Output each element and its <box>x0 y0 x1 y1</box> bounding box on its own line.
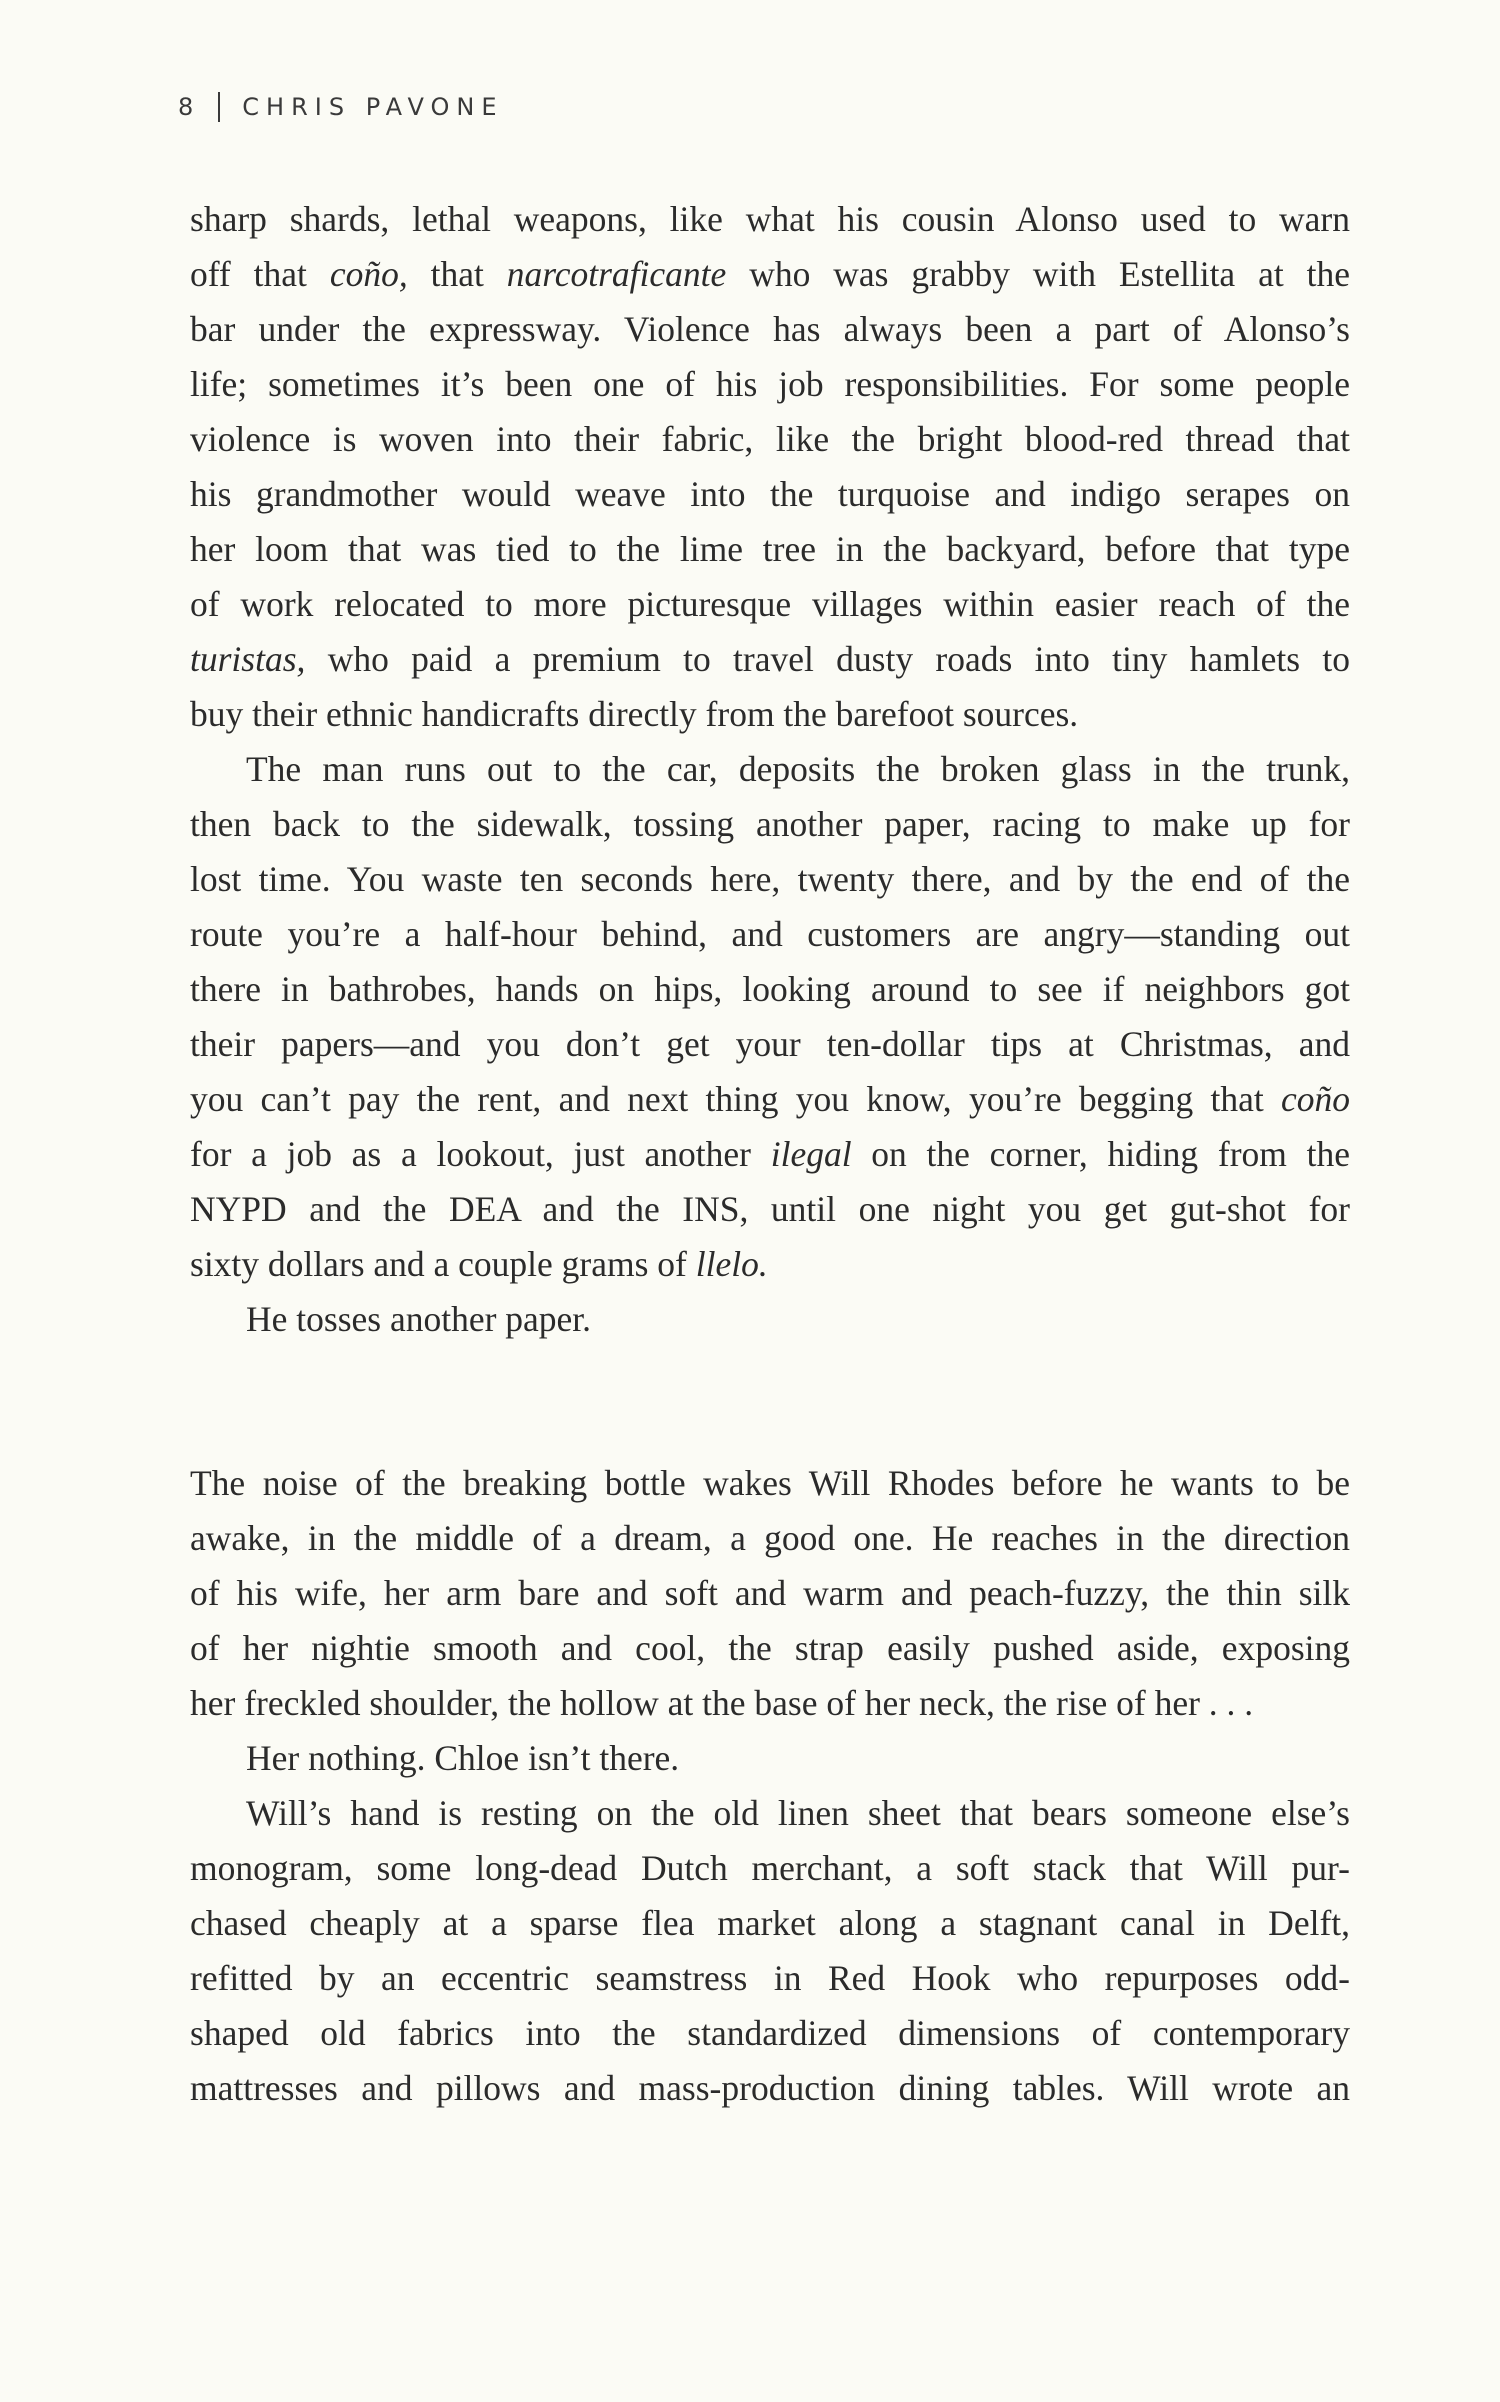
text-line: Her nothing. Chloe isn’t there. <box>246 1738 680 1778</box>
text-line: mattresses and pillows and mass-production dining tables. Will wrote an <box>190 2068 1350 2108</box>
page-number: 8 <box>178 93 201 121</box>
paragraph <box>190 1292 1350 1347</box>
text-line: for a job as a lookout, just another ilegal on the corner, hiding from the <box>190 1134 1350 1174</box>
paragraph <box>190 1456 1350 1731</box>
paragraph <box>190 192 1350 742</box>
text-line: sharp shards, lethal weapons, like what his cousin Alonso used to warn <box>190 199 1350 239</box>
text-line: his grandmother would weave into the turquoise and indigo serapes on <box>190 474 1350 514</box>
paragraph <box>190 742 1350 1292</box>
text-line: lost time. You waste ten seconds here, twenty there, and by the end of the <box>190 859 1350 899</box>
text-line: monogram, some long-dead Dutch merchant, a soft stack that Will pur- <box>190 1848 1350 1888</box>
text-line: life; sometimes it’s been one of his job responsibilities. For some people <box>190 364 1350 404</box>
text-line: you can’t pay the rent, and next thing you know, you’re begging that coño <box>190 1079 1350 1119</box>
section1-text <box>190 192 1350 1347</box>
paragraph <box>190 1786 1350 2116</box>
author-name: CHRIS PAVONE <box>242 93 504 121</box>
text-line: of her nightie smooth and cool, the strap easily pushed aside, exposing <box>190 1628 1350 1668</box>
text-line: her loom that was tied to the lime tree in the backyard, before that type <box>190 529 1350 569</box>
running-header <box>178 92 504 122</box>
text-line: buy their ethnic handicrafts directly from the barefoot sources. <box>190 694 1079 734</box>
text-line: NYPD and the DEA and the INS, until one night you get gut-shot for <box>190 1189 1350 1229</box>
section2-text <box>190 1456 1350 2116</box>
text-line: her freckled shoulder, the hollow at the base of her neck, the rise of her . . . <box>190 1683 1254 1723</box>
text-line: bar under the expressway. Violence has always been a part of Alonso’s <box>190 309 1350 349</box>
text-line: sixty dollars and a couple grams of llelo. <box>190 1244 768 1284</box>
text-line: The noise of the breaking bottle wakes Will Rhodes before he wants to be <box>190 1463 1350 1503</box>
paragraph <box>190 1731 1350 1786</box>
text-line: of his wife, her arm bare and soft and warm and peach-fuzzy, the thin silk <box>190 1573 1350 1613</box>
text-line: The man runs out to the car, deposits the broken glass in the trunk, <box>246 749 1350 789</box>
text-line: there in bathrobes, hands on hips, looking around to see if neighbors got <box>190 969 1350 1009</box>
text-line: awake, in the middle of a dream, a good one. He reaches in the direction <box>190 1518 1350 1558</box>
text-line: of work relocated to more picturesque villages within easier reach of the <box>190 584 1350 624</box>
header-separator <box>218 92 220 122</box>
text-line: shaped old fabrics into the standardized dimensions of contemporary <box>190 2013 1350 2053</box>
text-line: off that coño, that narcotraficante who was grabby with Estellita at the <box>190 254 1350 294</box>
text-line: He tosses another paper. <box>246 1299 592 1339</box>
text-line: chased cheaply at a sparse flea market along a stagnant canal in Delft, <box>190 1903 1350 1943</box>
text-line: violence is woven into their fabric, like the bright blood-red thread that <box>190 419 1350 459</box>
text-line: turistas, who paid a premium to travel dusty roads into tiny hamlets to <box>190 639 1350 679</box>
text-line: then back to the sidewalk, tossing another paper, racing to make up for <box>190 804 1350 844</box>
text-line: Will’s hand is resting on the old linen sheet that bears someone else’s <box>246 1793 1350 1833</box>
text-line: route you’re a half-hour behind, and customers are angry—standing out <box>190 914 1350 954</box>
text-line: their papers—and you don’t get your ten-dollar tips at Christmas, and <box>190 1024 1350 1064</box>
text-line: refitted by an eccentric seamstress in Red Hook who repurposes odd- <box>190 1958 1350 1998</box>
